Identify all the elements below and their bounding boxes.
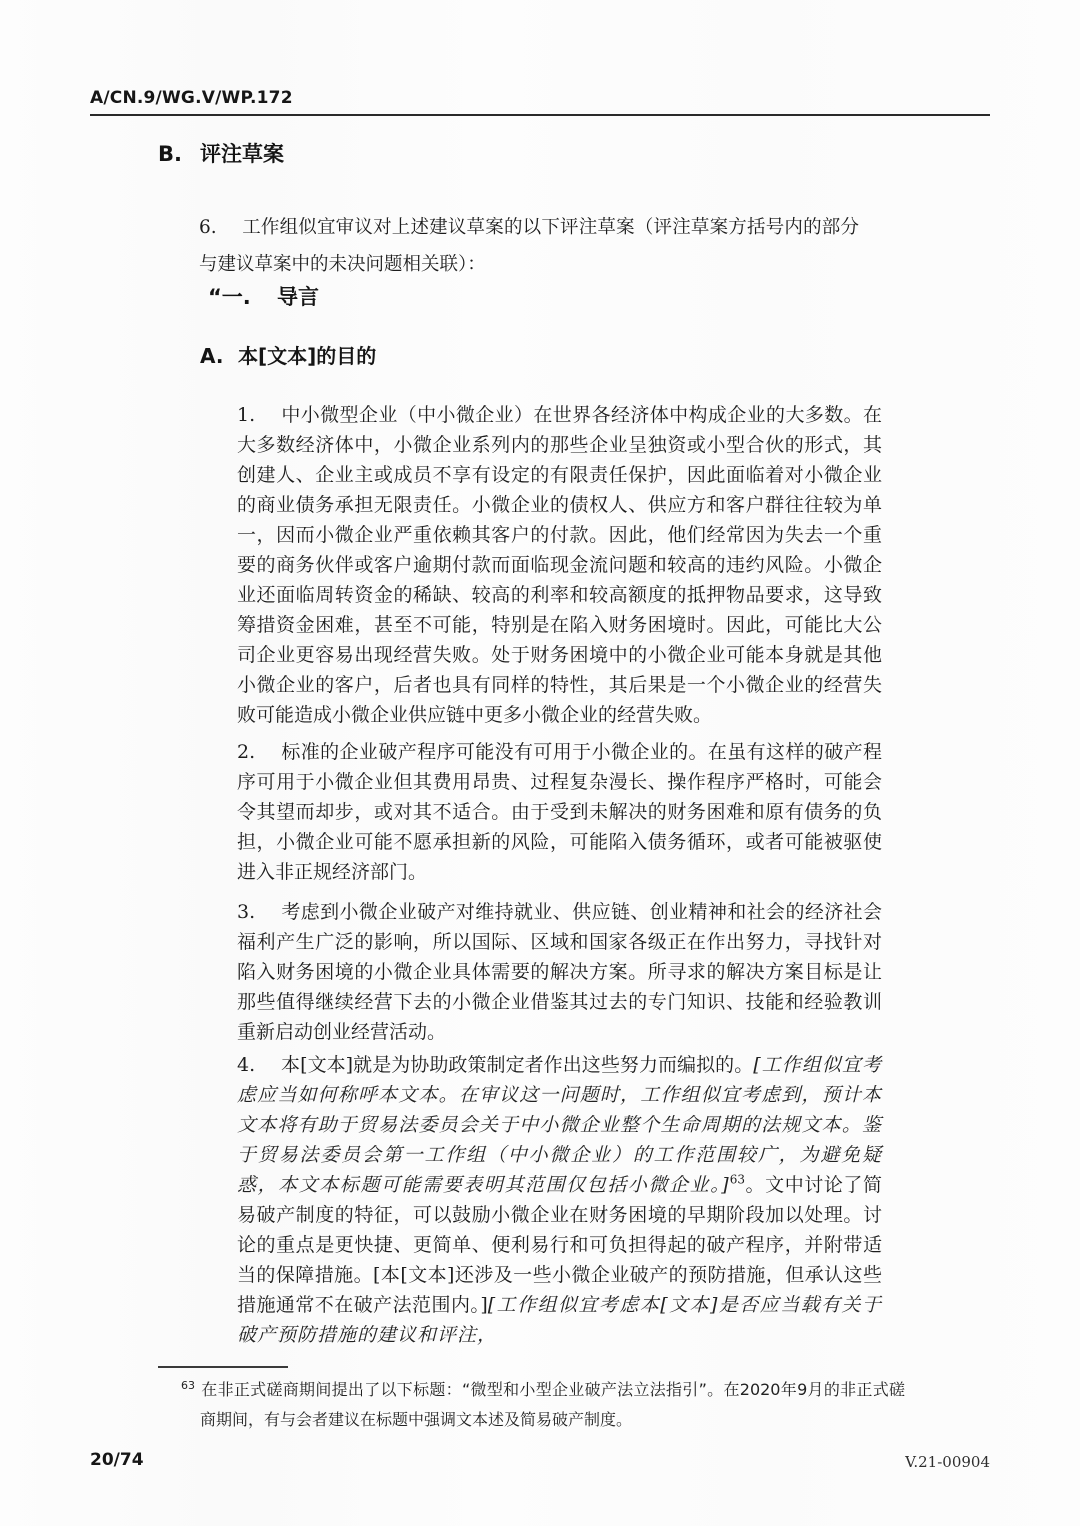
section-a-title: 本[文本]的目的 bbox=[238, 344, 377, 368]
chapter-one-heading bbox=[208, 281, 319, 311]
page-number: 20/74 bbox=[90, 1450, 144, 1470]
section-b-letter: B. bbox=[158, 142, 182, 166]
paragraph-2-text: 标准的企业破产程序可能没有可用于小微企业的。在虽有这样的破产程序可用于小微企业但其费用昂贵、过程复杂漫长、操作程序严格时，可能会令其望而却步，或对其不适合。由于受到未解决的财务困难和原有债务的负担，小微企业可能不愿承担新的风险，可能陷入债务循环，或者可能被驱使进入非正规经济部门。 bbox=[237, 741, 882, 883]
footnote-63 bbox=[181, 1375, 905, 1435]
paragraph-4-text-normal-2: 。文中讨论了简易破产制度的特征，可以鼓励小微企业在财务困境的早期阶段加以处理。讨论的重点是更快捷、更简单、便利易行和可负担得起的破产程序，并附带适当的保障措施。[本[文本]还涉及一些小微企业破产的预防措施，但承认这些措施通常不在破产法范围内。] bbox=[237, 1174, 882, 1316]
footnote-63-text: 在非正式磋商期间提出了以下标题：“微型和小型企业破产法立法指引”。在2020年9月的非正式磋商期间，有与会者建议在标题中强调文本述及简易破产制度。 bbox=[200, 1380, 905, 1429]
paragraph-6-number: 6. bbox=[199, 216, 217, 238]
footnote-63-number: 63 bbox=[181, 1378, 195, 1392]
document-symbol: A/CN.9/WG.V/WP.172 bbox=[90, 88, 293, 108]
footnote-63-reference: 63 bbox=[729, 1172, 745, 1187]
paragraph-4-text-normal: 本[文本]就是为协助政策制定者作出这些努力而编拟的。 bbox=[281, 1054, 754, 1076]
paragraph-4-bracketed-note: [工作组似宜考虑应当如何称呼本文本。在审议这一问题时，工作组似宜考虑到，预计本文本将有助于贸易法委员会关于中小微企业整个生命周期的法规文本。鉴于贸易法委员会第一工作组（中小微企业）的工作范围较广，为避免疑惑，本文本标题可能需要表明其范围仅包括小微企业。] bbox=[237, 1054, 882, 1196]
section-b-heading bbox=[158, 138, 284, 168]
document-reference-number: V.21-00904 bbox=[905, 1453, 990, 1471]
paragraph-1-number: 1. bbox=[237, 404, 256, 426]
paragraph-2 bbox=[237, 737, 882, 887]
section-a-letter: A. bbox=[200, 344, 224, 368]
paragraph-3 bbox=[237, 897, 882, 1047]
section-b-title: 评注草案 bbox=[200, 142, 284, 166]
paragraph-4-bracketed-note-2: [工作组似宜考虑本[文本]是否应当载有关于破产预防措施的建议和评注， bbox=[237, 1294, 882, 1346]
paragraph-4 bbox=[237, 1050, 882, 1350]
paragraph-1 bbox=[237, 400, 882, 730]
footnote-separator-rule bbox=[158, 1366, 288, 1368]
paragraph-6 bbox=[199, 209, 859, 283]
paragraph-1-text: 中小微型企业（中小微企业）在世界各经济体中构成企业的大多数。在大多数经济体中，小微企业系列内的那些企业呈独资或小型合伙的形式，其创建人、企业主或成员不享有设定的有限责任保护，因此面临着对小微企业的商业债务承担无限责任。小微企业的债权人、供应方和客户群往往较为单一，因而小微企业严重依赖其客户的付款。因此，他们经常因为失去一个重要的商务伙伴或客户逾期付款而面临现金流问题和较高的违约风险。小微企业还面临周转资金的稀缺、较高的利率和较高额度的抵押物品要求，这导致筹措资金困难，甚至不可能，特别是在陷入财务困境时。因此，可能比大公司企业更容易出现经营失败。处于财务困境中的小微企业可能本身就是其他小微企业的客户，后者也具有同样的特性，其后果是一个小微企业的经营失败可能造成小微企业供应链中更多小微企业的经营失败。 bbox=[237, 404, 882, 726]
paragraph-6-text: 工作组似宜审议对上述建议草案的以下评注草案（评注草案方括号内的部分与建议草案中的未决问题相关联）： bbox=[199, 216, 859, 275]
paragraph-4-number: 4. bbox=[237, 1054, 256, 1076]
header-rule bbox=[90, 114, 990, 116]
section-a-heading bbox=[200, 340, 376, 369]
paragraph-2-number: 2. bbox=[237, 741, 256, 763]
paragraph-3-text: 考虑到小微企业破产对维持就业、供应链、创业精神和社会的经济社会福利产生广泛的影响，所以国际、区域和国家各级正在作出努力，寻找针对陷入财务困境的小微企业具体需要的解决方案。所寻求的解决方案目标是让那些值得继续经营下去的小微企业借鉴其过去的专门知识、技能和经验教训重新启动创业经营活动。 bbox=[237, 901, 882, 1043]
chapter-one-title: 导言 bbox=[277, 285, 319, 309]
paragraph-3-number: 3. bbox=[237, 901, 256, 923]
chapter-one-prefix: “一. bbox=[208, 285, 251, 309]
